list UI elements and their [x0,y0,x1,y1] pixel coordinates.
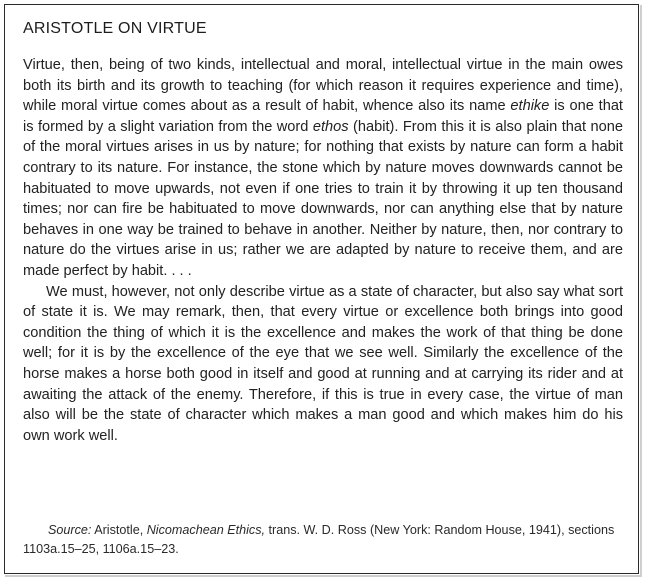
paragraph-1-part-3: (habit). From this it is also plain that none of the moral virtues arises in us by nature; for nothing that exists by nature can form a habit contrary to its nature. For instance, the stone which by nature moves downwards cannot be habituated to move upwards, not even if one tries to train it by throwing it up ten thousand times; nor can fire be habituated to move downwards, nor can anything else that by nature behaves in one way be trained to behave in another. Neither by nature, then, nor contrary to nature do the virtues arise in us; rather we are adapted by nature to receive them, and are made perfect by habit. . . . [23,118,623,279]
term-ethike: ethike [510,98,550,115]
document-body [23,55,623,446]
source-details: trans. W. D. Ross (New York: Random House, 1941), sections 1103a.15–25, 1106a.15–23. [23,523,615,556]
source-work-title: Nicomachean Ethics, [146,523,265,537]
term-ethos: ethos [312,118,349,135]
source-citation [23,521,625,559]
source-author: Aristotle, [91,523,147,537]
paragraph-1 [23,55,623,282]
paragraph-1-part-1: Virtue, then, being of two kinds, intellectual and moral, intellectual virtue in the main owes both its birth and its growth to teaching (for which reason it requires experience and time), while moral virtue comes about as a result of habit, whence also its name [23,57,623,115]
paragraph-1-part-2: is one that is formed by a slight variation from the word [23,98,623,135]
source-label: Source: [48,523,92,537]
paragraph-2: We must, however, not only describe virtue as a state of character, but also say what sort of state it is. We may remark, then, that every virtue or excellence both brings into good condition the thing of which it is the excellence and makes the work of that thing be done well; for it is by the excellence of the eye that we see well. Similarly the excellence of the horse makes a horse both good in itself and good at running and at carrying its rider and at awaiting the attack of the enemy. Therefore, if this is true in every case, the virtue of man also will be the state of character which makes a man good and which makes him do his own work well. [23,283,623,444]
document-title: ARISTOTLE ON VIRTUE [23,20,207,37]
